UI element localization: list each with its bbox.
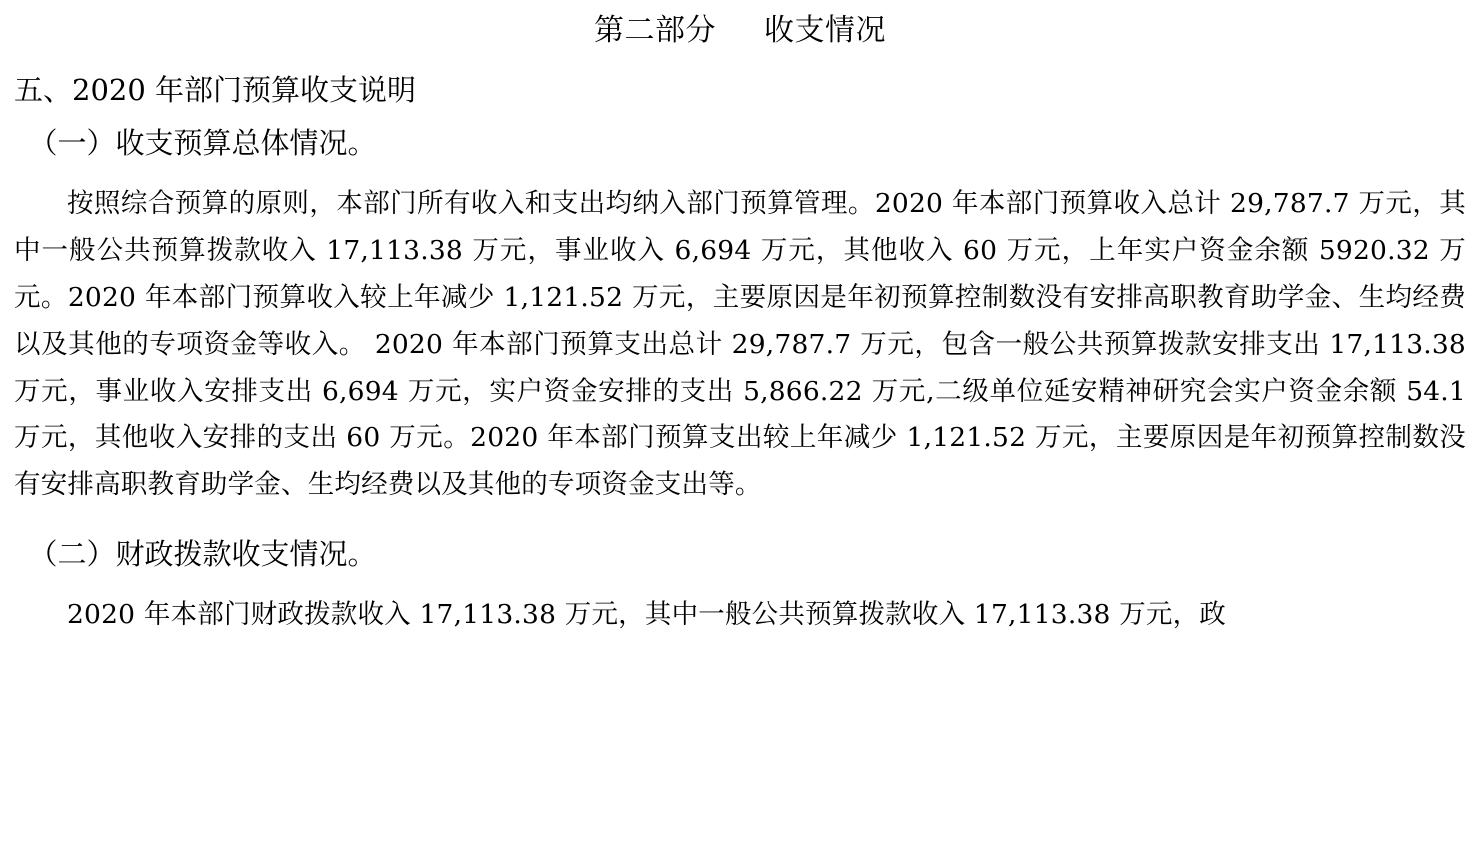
spacer: [14, 167, 1466, 181]
subsection-heading-1: （一）收支预算总体情况。: [28, 125, 377, 160]
spacer: [14, 578, 1466, 592]
section-heading: 五、2020 年部门预算收支说明: [14, 73, 417, 107]
paragraph-fiscal-appropriation: 2020 年本部门财政拨款收入 17,113.38 万元，其中一般公共预算拨款收入 17,113.38 万元，政: [67, 599, 1226, 631]
page-title: [14, 8, 1466, 53]
subsection-heading-2: （二）财政拨款收支情况。: [28, 537, 377, 572]
page-title-part: 第二部分: [594, 13, 716, 48]
paragraph-overall-budget: 按照综合预算的原则，本部门所有收入和支出均纳入部门预算管理。2020 年本部门预算收入总计 29,787.7 万元，其中一般公共预算拨款收入 17,113.38 万元，事业收入 6,694 万元，其他收入 60 万元，上年实户资金余额 5920.32 万元。2020 年本部门预算收入较上年减少 1,121.52 万元，主要原因是年初预算控制数没有安排高职教育助学金、生均经费以及其他的专项资金等收入。 2020 年本部门预算支出总计 29,787.7 万元，包含一般公共预算拨款安排支出 17,113.38 万元，事业收入安排支出 6,694 万元，实户资金安排的支出 5,866.22 万元,二级单位延安精神研究会实户资金余额 54.1 万元，其他收入安排的支出 60 万元。2020 年本部门预算支出较上年减少 1,121.52 万元，主要原因是年初预算控制数没有安排高职教育助学金、生均经费以及其他的专项资金支出等。: [14, 187, 1466, 501]
page-title-main: 收支情况: [764, 13, 886, 48]
spacer: [14, 509, 1466, 531]
